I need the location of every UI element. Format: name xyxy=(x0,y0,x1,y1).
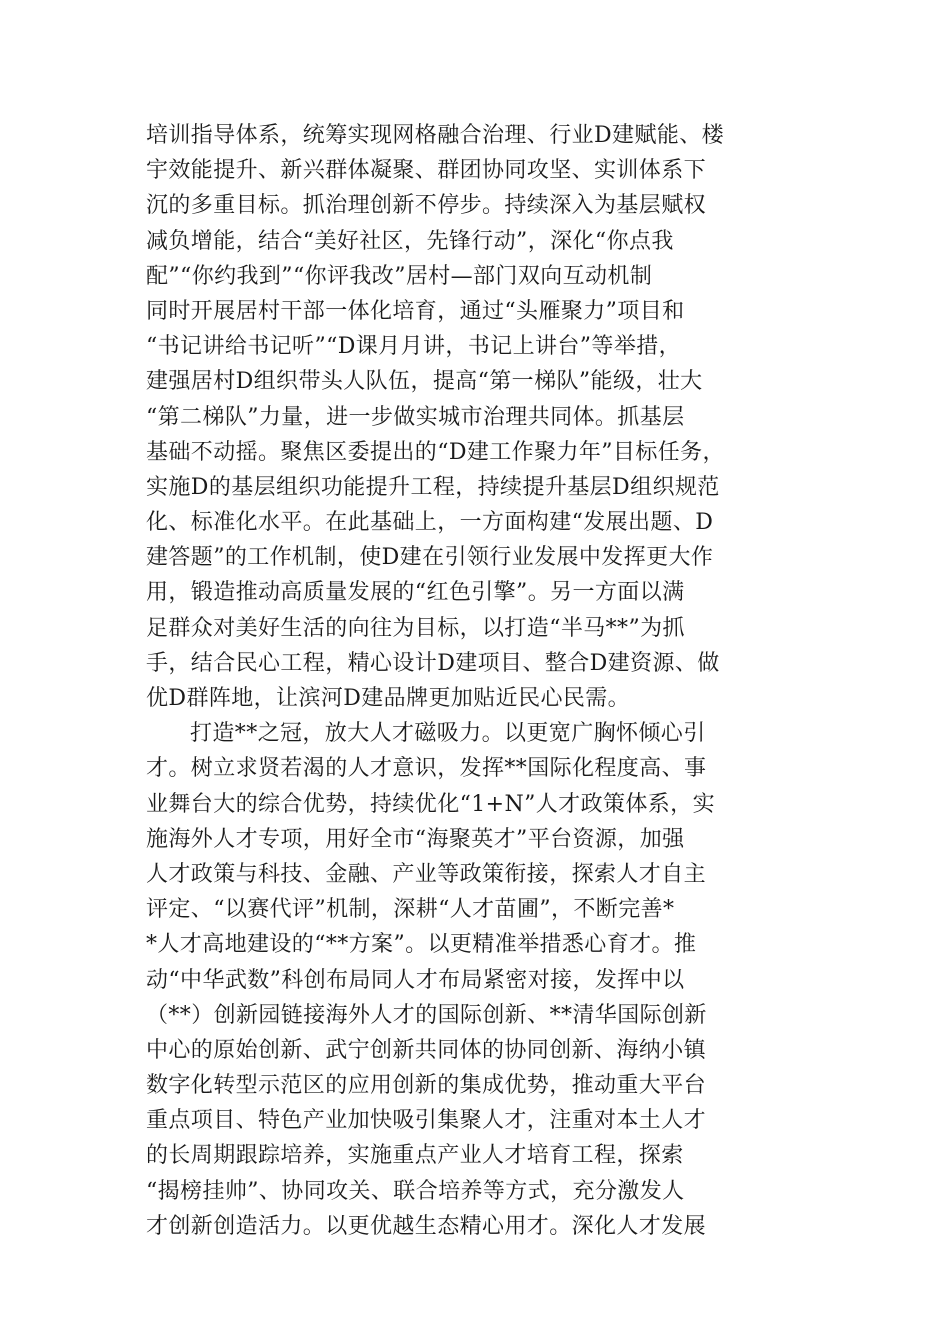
paragraph-1 xyxy=(146,118,806,716)
text-line: 基础不动摇。聚焦区委提出的“D建工作聚力年”目标任务， xyxy=(146,439,725,465)
text-line: 才。树立求贤若渴的人才意识，发挥**国际化程度高、事 xyxy=(146,756,707,782)
paragraph-2 xyxy=(146,716,806,1244)
text-line: 的长周期跟踪培养，实施重点产业人才培育工程，探索 xyxy=(146,1143,684,1169)
text-line: 才创新创造活力。以更优越生态精心用才。深化人才发展 xyxy=(146,1213,707,1239)
text-line: 足群众对美好生活的向往为目标，以打造“半马**”为抓 xyxy=(146,615,685,641)
text-line: 重点项目、特色产业加快吸引集聚人才，注重对本土人才 xyxy=(146,1108,707,1134)
text-line: 沉的多重目标。抓治理创新不停步。持续深入为基层赋权 xyxy=(146,193,707,219)
document-body xyxy=(146,118,806,1244)
text-line: 化、标准化水平。在此基础上，一方面构建“发展出题、D xyxy=(146,510,714,536)
text-line: 宇效能提升、新兴群体凝聚、群团协同攻坚、实训体系下 xyxy=(146,158,707,184)
text-line: 中心的原始创新、武宁创新共同体的协同创新、海纳小镇 xyxy=(146,1037,707,1063)
text-line: 实施D的基层组织功能提升工程，持续提升基层D组织规范 xyxy=(146,474,720,500)
text-line: 手，结合民心工程，精心设计D建项目、整合D建资源、做 xyxy=(146,650,720,676)
text-line: *人才高地建设的“**方案”。以更精准举措悉心育才。推 xyxy=(146,932,697,958)
text-line: “书记讲给书记听”“D课月月讲，书记上讲台”等举措， xyxy=(146,334,682,360)
text-line: 减负增能，结合“美好社区，先锋行动”，深化“你点我 xyxy=(146,228,674,254)
text-line: “揭榜挂帅”、协同攻关、联合培养等方式，充分激发人 xyxy=(146,1178,685,1204)
text-line: 施海外人才专项，用好全市“海聚英才”平台资源，加强 xyxy=(146,826,685,852)
text-line: 评定、“以赛代评”机制，深耕“人才苗圃”，不断完善* xyxy=(146,897,675,923)
text-line: 人才政策与科技、金融、产业等政策衔接，探索人才自主 xyxy=(146,861,707,887)
text-line: 配”“你约我到”“你评我改”居村—部门双向互动机制 xyxy=(146,263,653,289)
text-line: 优D群阵地，让滨河D建品牌更加贴近民心民需。 xyxy=(146,686,631,711)
text-line: （**）创新园链接海外人才的国际创新、**清华国际创新 xyxy=(146,1002,707,1028)
text-line: 培训指导体系，统筹实现网格融合治理、行业D建赋能、楼 xyxy=(146,123,725,148)
text-line: 数字化转型示范区的应用创新的集成优势，推动重大平台 xyxy=(146,1073,707,1099)
text-line: 建强居村D组织带头人队伍，提高“第一梯队”能级，壮大 xyxy=(146,369,703,395)
text-line: 用，锻造推动高质量发展的“红色引擎”。另一方面以满 xyxy=(146,580,685,606)
text-line: “第二梯队”力量，进一步做实城市治理共同体。抓基层 xyxy=(146,404,685,430)
text-line: 动“中华武数”科创布局同人才布局紧密对接，发挥中以 xyxy=(146,967,685,993)
text-line: 打造**之冠，放大人才磁吸力。以更宽广胸怀倾心引 xyxy=(190,721,706,747)
text-line: 业舞台大的综合优势，持续优化“1+N”人才政策体系，实 xyxy=(146,791,715,817)
text-line: 建答题”的工作机制，使D建在引领行业发展中发挥更大作 xyxy=(146,545,714,571)
text-line: 同时开展居村干部一体化培育，通过“头雁聚力”项目和 xyxy=(146,298,685,324)
